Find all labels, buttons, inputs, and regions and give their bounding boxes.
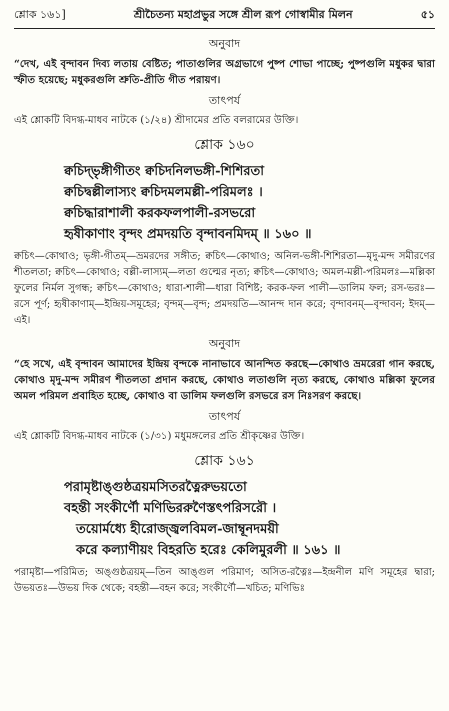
purport-heading-1: তাৎপর্য [208,94,241,107]
verse-161-line-4: করে কল্যাণীয়ং বিহরতি হরেঃ কেলিমুরলী ॥ ১৬১ ॥ [76,543,341,558]
verse-160-line-3: ক্বচিদ্ধারাশালী করকফলপালী-রসভরো [64,206,256,221]
header-rule [14,28,435,29]
translation-heading-2: অনুবাদ [208,337,241,350]
verse-160-text [14,161,435,245]
translation-text-2: “হে সখে, এই বৃন্দাবন আমাদের ইন্দ্রিয় বৃন্দকে নানাভাবে আনন্দিত করছে—কোথাও ভ্রমরেরা গান করছে, কোথাও মৃদু-মন্দ সমীরণ শীতলতা প্রদান করছে, কোথাও লতাগুলি নৃত্য করছে, কোথাও মল্লিকা ফুলের অমল পরিমল প্রবাহিত হচ্ছে, কোথাও বা ডালিম ফলগুলি রসভরে রস নিঃসরণ করছে। [14,358,435,402]
verse-161-line-3: তয়োর্মধ্যে হীরোজ্জ্বলবিমল-জাম্বূনদময়ী [76,522,279,537]
running-header [14,6,435,26]
header-verse-ref: শ্লোক ১৬১] [14,8,66,21]
translation-text-1: “দেখ, এই বৃন্দাবন দিব্য লতায় বেষ্টিত; পাতাগুলির অগ্রভাগে পুষ্প শোভা পাচ্ছে; পুষ্পগুলি মধুকর দ্বারা স্ফীত হয়েছে; মধুকরগুলি শ্রুতি-প্রীতি গীত পরায়ণ। [14,58,435,86]
verse-161-heading: শ্লোক ১৬১ [194,453,255,469]
verse-160-line-4: হৃষীকাণাং বৃন্দং প্রমদয়তি বৃন্দাবনমিদম্‌ ॥ ১৬০ ॥ [64,227,312,242]
purport-text-2: এই শ্লোকটি বিদগ্ধ-মাধব নাটকে (১/৩১) মধুমঙ্গলের প্রতি শ্রীকৃষ্ণের উক্তি। [14,431,305,442]
translation-heading-1: অনুবাদ [208,37,241,50]
verse-160-line-2: ক্বচিদ্বল্লীলাস্যং ক্বচিদমলমল্লী-পরিমলঃ । [64,185,263,200]
verse-161-line-2: বহন্তী সংকীর্ণৌ মণিভিররুণৈস্তৎপরিসরৌ । [64,501,277,516]
purport-heading-2: তাৎপর্য [208,410,241,423]
word-meaning-160: ক্বচিৎ—কোথাও; ভৃঙ্গী-গীতম্‌—ভ্রমরদের সঙ্গীত; ক্বচিৎ—কোথাও; অনিল-ভঙ্গী-শিশিরতা—মৃদু-মন্দ সমীরণের শীতলতা; ক্বচিৎ—কোথাও; বল্লী-লাস্যম্‌—লতা গুল্মের নৃত্য; ক্বচিৎ—কোথাও; অমল-মল্লী-পরিমলঃ—মল্লিকা ফুলের নির্মল সুগন্ধ; ক্বচিৎ—কোথাও; ধারা-শালী—ধারা বিশিষ্ট; করক-ফল পালী—ডালিম ফল; রস-ভরঃ—রসে পূর্ণ; হৃষীকাণাম্‌—ইন্দ্রিয়-সমূহের; বৃন্দম্‌—বৃন্দ; প্রমদয়তি—আনন্দ দান করে; বৃন্দাবনম্‌—বৃন্দাবন; ইদম্‌—এই। [14,251,435,326]
header-chapter-title: শ্রীচৈতন্য মহাপ্রভুর সঙ্গে শ্রীল রূপ গোস্বামীর মিলন [133,8,353,21]
purport-text-1: এই শ্লোকটি বিদগ্ধ-মাধব নাটকে (১/২৪) শ্রীদামের প্রতি বলরামের উক্তি। [14,115,299,126]
verse-161-text [14,477,435,561]
verse-161-line-1: পরামৃষ্টাঙ্গুষ্ঠত্রয়মসিতরত্নৈরুভয়তো [64,480,247,495]
page-number: ৫১ [420,8,435,21]
verse-160-line-1: ক্বচিদ্‌ভৃঙ্গীগীতং ক্বচিদনিলভঙ্গী-শিশিরতা [64,164,265,179]
verse-160-heading: শ্লোক ১৬০ [194,137,255,153]
word-meaning-161: পরামৃষ্টা—পরিমিত; অঙ্গুষ্ঠত্রয়ম্‌—তিন আঙ্গুল পরিমাণ; অসিত-রত্নৈঃ—ইন্দ্রনীল মণি সমূহের দ্বারা; উভয়তঃ—উভয় দিক থেকে; বহন্তী—বহন করে; সংকীর্ণৌ—খচিত; মণিভিঃ [14,567,435,594]
